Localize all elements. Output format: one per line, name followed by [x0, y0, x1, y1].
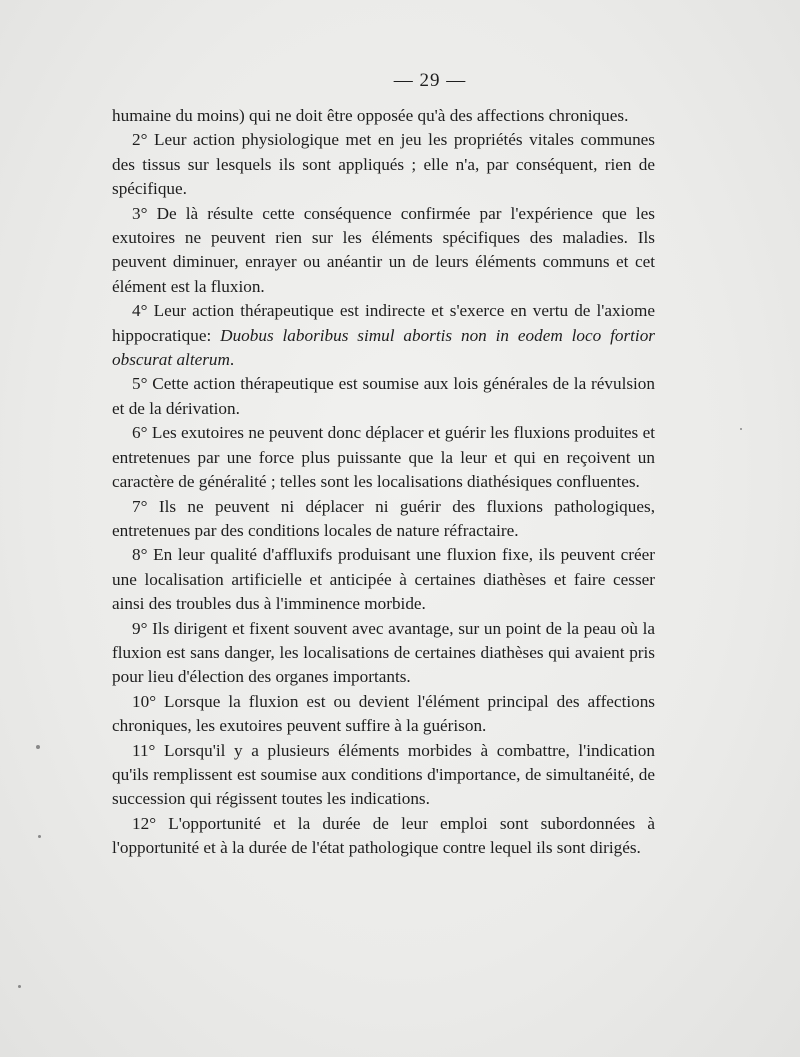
- paragraph-5: 5° Cette action thérapeutique est soumise aux lois générales de la révulsion et de la dérivation.: [112, 374, 655, 418]
- paragraph-2: 2° Leur action physiologique met en jeu les propriétés vitales communes des tissus sur lesquels ils sont appliqués ; elle n'a, par conséquent, rien de spécifique.: [112, 130, 655, 199]
- paper-speck: [38, 835, 41, 838]
- paragraph-3: 3° De là résulte cette conséquence confirmée par l'expérience que les exutoires ne peuvent rien sur les éléments spécifiques des maladies. Ils peuvent diminuer, enrayer ou anéantir un de leurs éléments communs et cet élément est la fluxion.: [112, 203, 655, 296]
- paragraph-6: 6° Les exutoires ne peuvent donc déplacer et guérir les fluxions produites et entretenues par une force plus puissante que la leur et qui en reçoivent un caractère de généralité ; telles sont les localisations diathésiques confluentes.: [112, 423, 655, 492]
- paragraph-7: 7° Ils ne peuvent ni déplacer ni guérir des fluxions pathologiques, entretenues par des conditions locales de nature réfractaire.: [112, 496, 655, 540]
- paragraph-continuation: humaine du moins) qui ne doit être opposée qu'à des affections chroniques.: [112, 106, 629, 125]
- paragraph-4-text: 4° Leur action thérapeutique est indirecte et s'exerce en vertu de l'axiome hippocratique:: [112, 301, 655, 345]
- paragraph-12: 12° L'opportunité et la durée de leur emploi sont subordonnées à l'opportunité et à la durée de l'état pathologique contre lequel ils sont dirigés.: [112, 813, 655, 858]
- paragraph-8: 8° En leur qualité d'affluxifs produisant une fluxion fixe, ils peuvent créer une localisation artificielle et anticipée à certaines diathèses et faire cesser ainsi des troubles dus à l'imminence morbide.: [112, 545, 655, 614]
- paragraph-4-end: .: [229, 350, 235, 370]
- paragraph-10: 10° Lorsque la fluxion est ou devient l'élément principal des affections chroniques, les exutoires peuvent suffire à la guérison.: [112, 691, 655, 736]
- paragraph-4: [112, 299, 655, 372]
- paragraph-9: 9° Ils dirigent et fixent souvent avec avantage, sur un point de la peau où la fluxion est sans danger, les localisations de certaines diathèses qui avaient pris pour lieu d'élection des organes importants.: [112, 618, 655, 687]
- paper-speck: [740, 428, 742, 430]
- paper-speck: [36, 745, 40, 749]
- latin-quotation: Duobus laboribus simul abortis non in eodem loco fortior obscurat alterum: [112, 325, 655, 370]
- paragraph-11: 11° Lorsqu'il y a plusieurs éléments morbides à combattre, l'indication qu'ils remplissent est soumise aux conditions d'importance, de simultanéité, de succession qui régissent toutes les indications.: [112, 740, 655, 809]
- body-text: [112, 104, 655, 861]
- paper-speck: [18, 985, 21, 988]
- page-number: — 29 —: [393, 70, 467, 91]
